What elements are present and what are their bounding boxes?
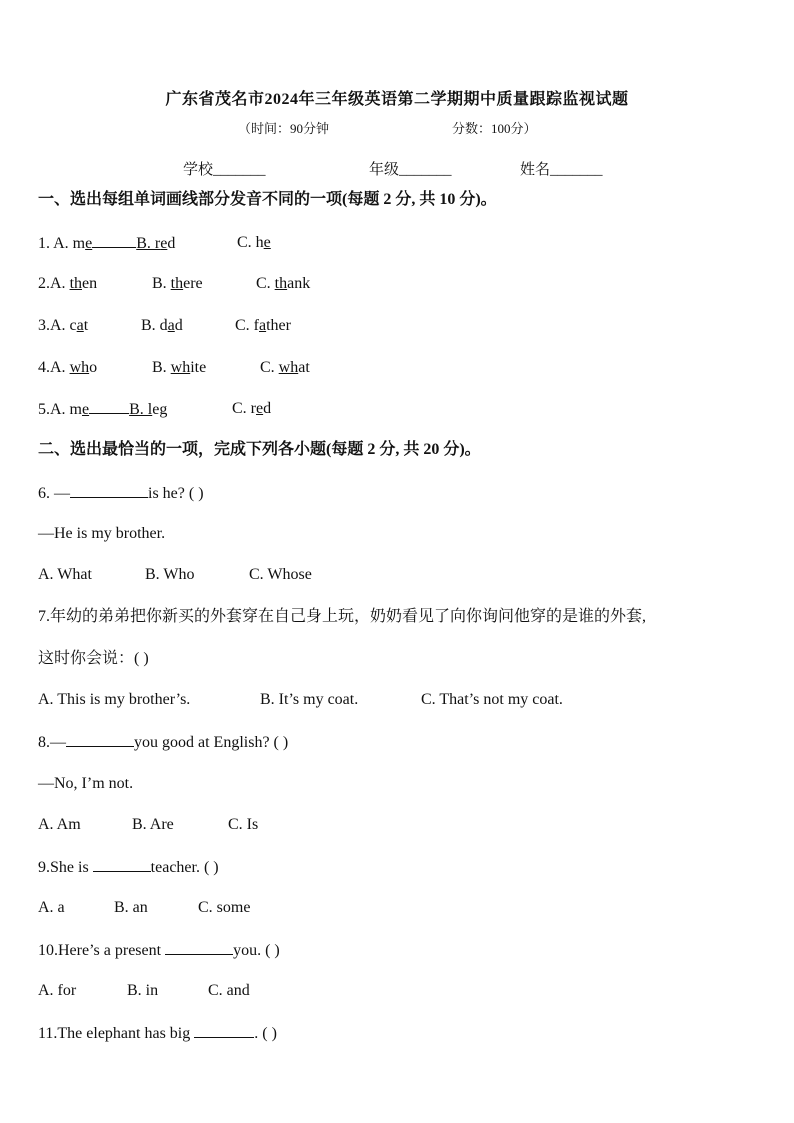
exam-time: （时间：90分钟 — [238, 121, 330, 136]
q8-stem: you good at English? ( ) — [134, 734, 289, 751]
school-field[interactable]: 学校_______ — [183, 162, 266, 178]
question-11 — [38, 1023, 277, 1044]
q2-option-b: B. there — [152, 275, 203, 292]
question-2 — [38, 274, 311, 294]
q5-option-c: C. red — [232, 400, 272, 417]
q8-option-c[interactable]: C. Is — [228, 816, 259, 833]
question-6 — [38, 483, 204, 504]
q4-option-a: 4.A. who — [38, 359, 98, 376]
question-10 — [38, 940, 280, 961]
q6-number: 6. — — [38, 485, 70, 502]
q1-option-a: 1. A. me — [38, 235, 93, 252]
q6-reply: —He is my brother. — [38, 525, 166, 542]
q6-blank[interactable] — [70, 483, 148, 498]
q6-option-b[interactable]: B. Who — [145, 566, 195, 583]
q9-stem-pre: 9.She is — [38, 859, 93, 876]
q4-option-b: B. white — [152, 359, 207, 376]
q7-option-c[interactable]: C. That’s not my coat. — [421, 691, 563, 708]
q8-blank[interactable] — [66, 732, 134, 747]
q5-option-a: 5.A. me — [38, 401, 90, 418]
exam-title: 广东省茂名市2024年三年级英语第二学期期中质量跟踪监视试题 — [165, 91, 629, 108]
q6-option-c[interactable]: C. Whose — [249, 566, 312, 583]
q8-reply: —No, I’m not. — [38, 775, 134, 792]
q3-option-b: B. dad — [141, 317, 183, 334]
q3-option-c: C. father — [235, 317, 291, 334]
section1-title: 一、选出每组单词画线部分发音不同的一项(每题 2 分, 共 10 分)。 — [38, 191, 497, 208]
q9-blank[interactable] — [93, 857, 151, 872]
q10-option-c[interactable]: C. and — [208, 982, 250, 999]
q6-option-a[interactable]: A. What — [38, 566, 92, 583]
section2-title: 二、选出最恰当的一项，完成下列各小题(每题 2 分, 共 20 分)。 — [38, 441, 481, 458]
q4-option-c: C. what — [260, 359, 310, 376]
q5-blank — [89, 399, 129, 414]
q2-option-a: 2.A. then — [38, 275, 98, 292]
grade-field[interactable]: 年级_______ — [369, 162, 452, 178]
q8-option-b[interactable]: B. Are — [132, 816, 174, 833]
q2-option-c: C. thank — [256, 275, 311, 292]
q9-option-b[interactable]: B. an — [114, 899, 148, 916]
q10-option-b[interactable]: B. in — [127, 982, 159, 999]
question-8 — [38, 732, 288, 753]
question-9 — [38, 857, 219, 878]
q6-stem: is he? ( ) — [148, 485, 204, 502]
q10-stem-post: you. ( ) — [233, 942, 280, 959]
q7-stem-line2: 这时你会说：( ) — [38, 650, 149, 667]
q9-option-c[interactable]: C. some — [198, 899, 251, 916]
q11-stem-pre: 11.The elephant has big — [38, 1025, 195, 1042]
q9-option-a[interactable]: A. a — [38, 899, 65, 916]
question-1: 1. A. me B. red C. he — [38, 234, 271, 252]
question-3 — [38, 316, 291, 336]
q8-option-a[interactable]: A. Am — [38, 816, 81, 833]
q1-blank — [92, 233, 136, 248]
q10-stem-pre: 10.Here’s a present — [38, 942, 166, 959]
q1-option-c: C. he — [237, 234, 271, 251]
q7-option-b[interactable]: B. It’s my coat. — [260, 691, 359, 708]
q10-option-a[interactable]: A. for — [38, 982, 77, 999]
name-field[interactable]: 姓名_______ — [520, 162, 603, 178]
question-4 — [38, 358, 310, 378]
q10-blank[interactable] — [165, 940, 233, 955]
q3-option-a: 3.A. cat — [38, 317, 89, 334]
q7-option-a[interactable]: A. This is my brother’s. — [38, 691, 191, 708]
q7-stem-line1: 7.年幼的弟弟把你新买的外套穿在自己身上玩，奶奶看见了向你询问他穿的是谁的外套, — [38, 608, 647, 625]
exam-score: 分数：100分） — [452, 121, 537, 136]
q1-option-b: B. r — [136, 235, 161, 252]
q11-stem-post: . ( ) — [254, 1025, 277, 1042]
q9-stem-post: teacher. ( ) — [150, 859, 219, 876]
q11-blank[interactable] — [194, 1023, 254, 1038]
q5-option-b: B. l — [129, 401, 153, 418]
q8-number: 8.— — [38, 734, 66, 751]
question-5: 5.A. me B. leg C. red — [38, 400, 272, 418]
